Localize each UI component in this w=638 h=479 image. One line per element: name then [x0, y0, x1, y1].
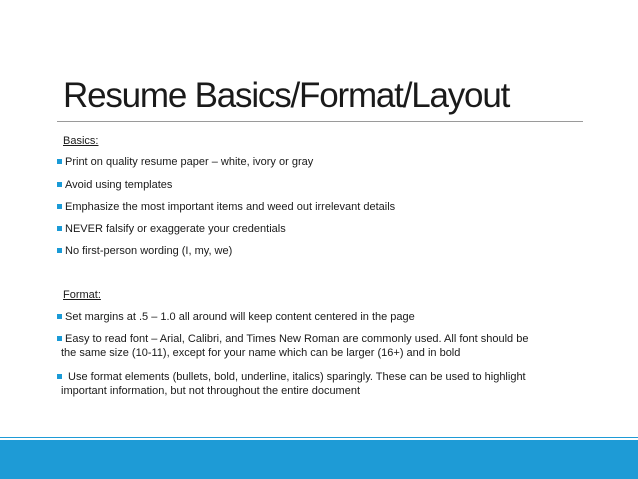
format-label: Format:	[63, 289, 101, 301]
format-item	[57, 332, 597, 360]
title-divider	[57, 121, 583, 122]
square-bullet-icon	[57, 159, 62, 164]
basics-item	[57, 244, 597, 258]
basics-item-text: No first-person wording (I, my, we)	[65, 245, 233, 257]
basics-item-text: NEVER falsify or exaggerate your credentials	[65, 223, 286, 235]
square-bullet-icon	[57, 314, 62, 319]
slide-title: Resume Basics/Format/Layout	[63, 76, 510, 115]
basics-item-text: Avoid using templates	[65, 179, 173, 191]
format-item-text: Easy to read font – Arial, Calibri, and Times New Roman are commonly used. All font should be	[65, 333, 529, 345]
basics-item	[57, 200, 597, 214]
basics-item	[57, 155, 597, 169]
format-item	[57, 370, 597, 398]
format-item-text: Set margins at .5 – 1.0 all around will keep content centered in the page	[65, 311, 415, 323]
square-bullet-icon	[57, 248, 62, 253]
footer-accent-line	[0, 437, 638, 438]
format-item-text-continued: the same size (10-11), except for your name which can be larger (16+) and in bold	[61, 347, 461, 359]
format-item-text: Use format elements (bullets, bold, underline, italics) sparingly. These can be used to highlight	[65, 371, 526, 383]
basics-item	[57, 178, 597, 192]
basics-label: Basics:	[63, 135, 99, 147]
format-item	[57, 310, 597, 324]
square-bullet-icon	[57, 182, 62, 187]
square-bullet-icon	[57, 204, 62, 209]
basics-item-text: Print on quality resume paper – white, ivory or gray	[65, 156, 314, 168]
square-bullet-icon	[57, 374, 62, 379]
format-item-text-continued: important information, but not throughout the entire document	[61, 385, 361, 397]
square-bullet-icon	[57, 226, 62, 231]
basics-item-text: Emphasize the most important items and weed out irrelevant details	[65, 201, 396, 213]
basics-item	[57, 222, 597, 236]
square-bullet-icon	[57, 336, 62, 341]
footer-accent-bar	[0, 440, 638, 479]
